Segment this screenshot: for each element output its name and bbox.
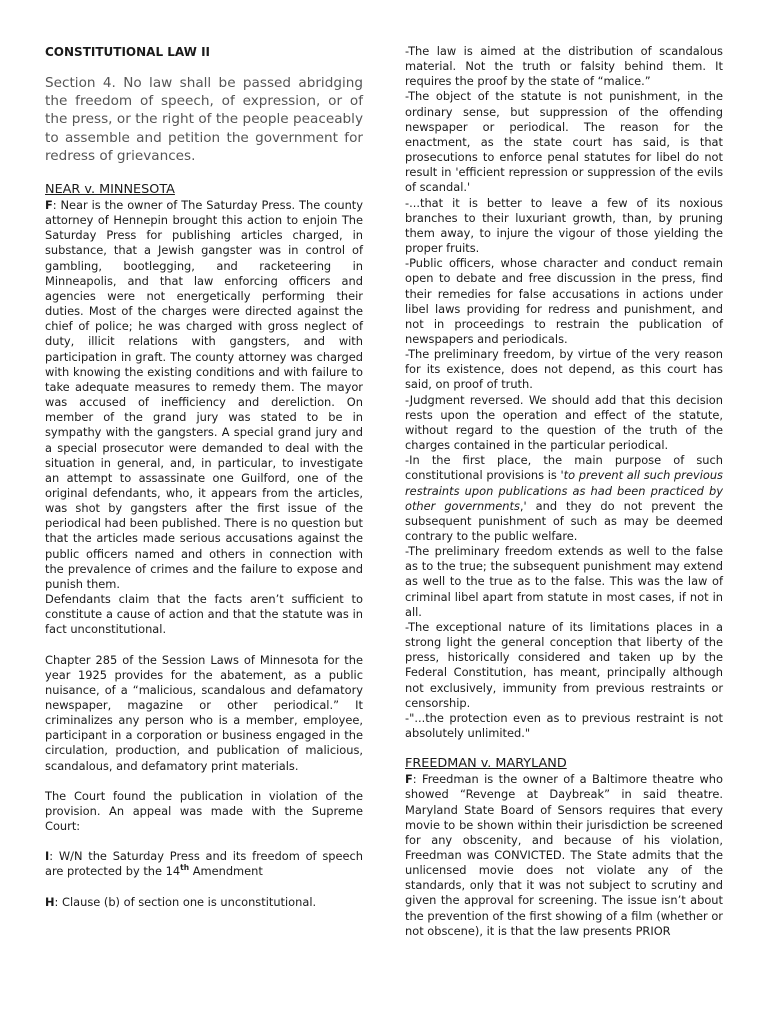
defendants-claim: Defendants claim that the facts aren’t sufficient to constitute a cause of action and that the statute was in fact unconstitutional.: [45, 592, 363, 637]
ruling-point-text: ,' and they do not prevent the subsequent punishment of such as may be deemed contrary to the public welfare.: [405, 498, 724, 543]
freedman-case-title: FREEDMAN v. MARYLAND: [405, 756, 567, 772]
ruling-point: -The preliminary freedom, by virtue of the very reason for its existence, does not depend, as this court has said, on proof of truth.: [405, 347, 723, 392]
section-4-text: Section 4. No law shall be passed abridging the freedom of speech, of expression, or of the press, or the right of the people peaceably to assemble and petition the government for redress of grievances.: [45, 75, 363, 164]
paragraph-gap: [45, 834, 363, 849]
ruling-point: -Judgment reversed. We should add that this decision rests upon the operation and effect of the statute, without regard to the question of the truth of the charges contained in the particular periodical.: [405, 392, 723, 453]
holding-label: H: [45, 894, 55, 909]
paragraph-gap: [405, 741, 723, 756]
ruling-point: [405, 453, 723, 544]
near-issue: [45, 849, 363, 879]
ruling-point: -The preliminary freedom extends as well to the false as to the true; the subsequent punishment may extend as well to the true as to the false. This was the law of criminal libel apart from statute in most cases, if not in all.: [405, 544, 723, 619]
right-column: [405, 44, 723, 939]
document-title: CONSTITUTIONAL LAW II: [45, 45, 211, 59]
ruling-point: -The object of the statute is not punishment, in the ordinary sense, but suppression of the offending newspaper or periodical. The reason for the enactment, as the state court has said, is that prosecutions to enforce penal statutes for libel do not result in 'efficient repression or suppression of the evils of scandal.': [405, 89, 723, 195]
ruling-point-text: -In the first place, the main purpose of such constitutional provisions is ': [405, 453, 723, 483]
chapter-285-paragraph: Chapter 285 of the Session Laws of Minnesota for the year 1925 provides for the abatement, as a public nuisance, of a “malicious, scandalous and defamatory newspaper, magazine or other periodical.” It criminalizes any person who is a member, employee, participant in a corporation or business engaged in the circulation, production, and publication of malicious, scandalous, and defamatory print materials.: [45, 652, 363, 773]
near-holding: [45, 895, 363, 910]
facts-label: F: [45, 198, 53, 213]
paragraph-gap: [45, 880, 363, 895]
ruling-point: -"...the protection even as to previous restraint is not absolutely unlimited.": [405, 710, 723, 741]
near-case-title: NEAR v. MINNESOTA: [45, 182, 175, 198]
ruling-point: -Public officers, whose character and conduct remain open to debate and free discussion in the press, find their remedies for false accusations in actions under libel laws providing for redress and punishment, and not in proceedings to restrain the publication of newspapers and periodicals.: [405, 256, 723, 346]
facts-text: : Freedman is the owner of a Baltimore theatre who showed “Revenge at Daybreak” in said theatre. Maryland State Board of Sensors requires that every movie to be shown within their jurisdiction be screened for any obscenity, and because of his violation, Freedman was CONVICTED. The State admits that the unlicensed movie does not violate any of the standards, only that it was not subject to scrutiny and given the approval for screening. The issue isn’t about the prevention of the first showing of a film (whether or not obscene), it is that the law presents PRIOR: [405, 772, 723, 938]
ruling-point-italic-quote: to prevent all such previous restraints upon publications as had been practiced by other governments: [405, 468, 723, 513]
ruling-point: -...that it is better to leave a few of its noxious branches to their luxuriant growth, than, by pruning them away, to injure the vigour of those yielding the proper fruits.: [405, 195, 723, 256]
holding-text: : Clause (b) of section one is unconstitutional.: [54, 894, 317, 909]
facts-label: F: [405, 772, 413, 787]
issue-superscript: th: [180, 863, 190, 873]
ruling-point: -The law is aimed at the distribution of scandalous material. Not the truth or falsity behind them. It requires the proof by the state of “malice.”: [405, 44, 723, 89]
facts-text: : Near is the owner of The Saturday Press. The county attorney of Hennepin brought this action to enjoin The Saturday Press for publishing articles charged, in substance, that a Jewish gangster was in control of gambling, bootlegging, and racketeering in Minneapolis, and that law enforcing officers and agencies were not energetically performing their duties. Most of the charges were directed against the chief of police; he was charged with gross neglect of duty, illicit relations with gangsters, and with participation in graft. The county attorney was charged with knowing the existing conditions and with failure to take adequate measures to remedy them. The mayor was accused of inefficiency and dereliction. On member of the grand jury was stated to be in sympathy with the gangsters. A special grand jury and a special prosecutor were demanded to deal with the situation in general, and, in particular, to investigate an attempt to assassinate one Guilford, one of the original defendants, who, it appears from the articles, was shot by gangsters after the first issue of the periodical had been published. There is no question but that the articles made serious accusations against the public officers named and others in connection with the prevalence of crimes and the failure to expose and punish them.: [45, 198, 363, 591]
freedman-facts: [405, 772, 723, 939]
court-finding-paragraph: The Court found the publication in violation of the provision. An appeal was made with the Supreme Court:: [45, 788, 363, 834]
issue-text-end: Amendment: [189, 864, 263, 879]
left-column: [45, 44, 363, 910]
paragraph-gap: [45, 774, 363, 789]
issue-text: : W/N the Saturday Press and its freedom of speech are protected by the 14: [45, 849, 363, 879]
paragraph-gap: [45, 638, 363, 653]
near-facts: [45, 198, 363, 592]
issue-label: I: [45, 849, 50, 864]
ruling-point: -The exceptional nature of its limitations places in a strong light the general conception that liberty of the press, historically considered and taken up by the Federal Constitution, has meant, principally although not exclusively, immunity from previous restraints or censorship.: [405, 619, 723, 710]
